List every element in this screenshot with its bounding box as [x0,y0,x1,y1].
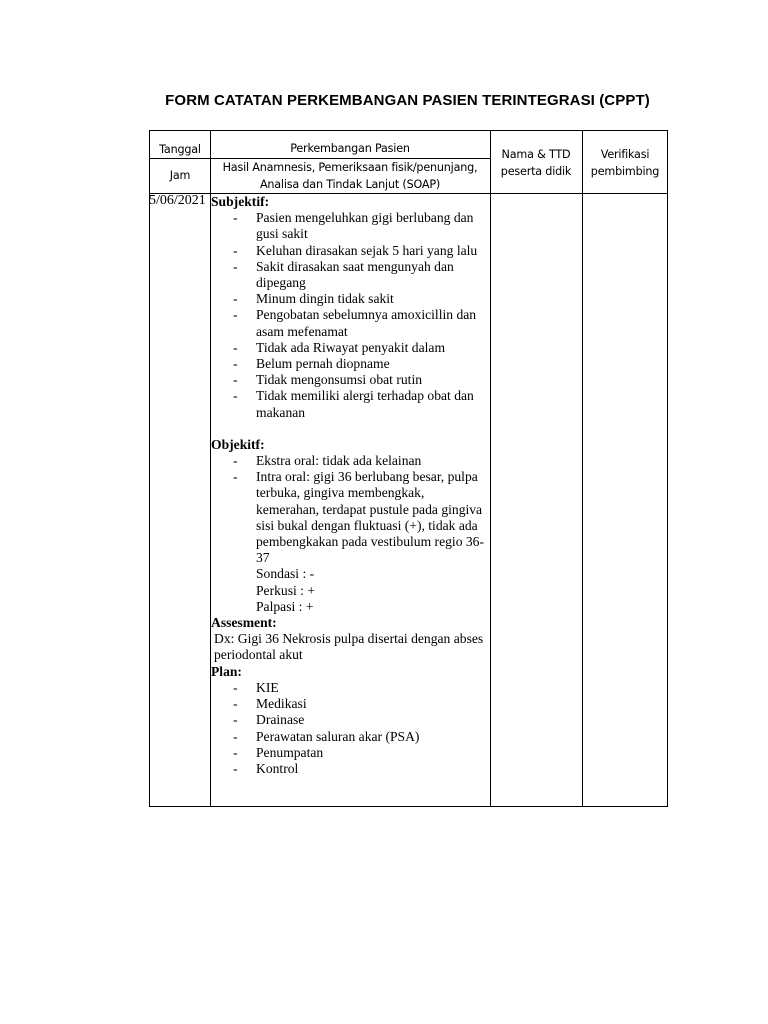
header-tanggal: Tanggal [159,143,201,156]
subjektif-list [211,210,489,421]
list-item: - Medikasi [211,696,489,712]
header-perkembangan: Perkembangan Pasien [290,142,410,155]
list-item: - KIE [211,680,489,696]
entry-date: 5/06/2021 [149,193,206,208]
list-item: Palpasi : + [256,598,314,614]
subjektif-label: Subjektif: [211,194,270,209]
objektif-list [211,453,489,615]
form-title: FORM CATATAN PERKEMBANGAN PASIEN TERINTEGRASI (CPPT) [165,92,650,109]
plan-list [211,680,489,777]
header-nama-ttd: Nama & TTD peserta didik [500,148,572,178]
list-item: - Perawatan saluran akar (PSA) [211,729,489,745]
list-item: - Drainase [211,712,489,728]
list-item: - Tidak mengonsumsi obat rutin [211,372,489,388]
list-item: - Minum dingin tidak sakit [211,291,489,307]
assesment-text: Dx: Gigi 36 Nekrosis pulpa disertai dengan abses periodontal akut [214,631,484,663]
list-item: - Pengobatan sebelumnya amoxicillin dan asam mefenamat [211,307,489,339]
assesment-label: Assesment: [211,615,277,631]
list-item: - Pasien mengeluhkan gigi berlubang dan gusi sakit [211,210,489,242]
list-item: - Kontrol [211,761,489,777]
header-jam: Jam [169,169,191,182]
list-item: - Tidak memiliki alergi terhadap obat dan makanan [211,388,489,420]
plan-label: Plan: [211,663,242,679]
soap-content [211,194,489,777]
column-divider [490,131,491,806]
list-item: - Intra oral: gigi 36 berlubang besar, pulpa terbuka, gingiva membengkak, kemerahan, terdapat pustule pada gingiva sisi bukal dengan fluktuasi (+), tidak ada pembengkakan pada vestibulum regio 36-37 [211,469,489,566]
list-item: - Belum pernah diopname [211,356,489,372]
header-verifikasi: Verifikasi pembimbing [590,148,660,178]
list-item: - Penumpatan [211,745,489,761]
list-item: Perkusi : + [256,582,316,598]
list-item: Sondasi : - [256,566,315,582]
column-divider [582,131,583,806]
list-item: - Tidak ada Riwayat penyakit dalam [211,340,489,356]
header-soap: Hasil Anamnesis, Pemeriksaan fisik/penunjang, Analisa dan Tindak Lanjut (SOAP) [222,161,478,191]
list-item: - Ekstra oral: tidak ada kelainan [211,453,489,469]
list-item: - Keluhan dirasakan sejak 5 hari yang lalu [211,243,489,259]
cppt-table [149,130,668,807]
objektif-label: Objekitf: [211,436,265,452]
list-item: - Sakit dirasakan saat mengunyah dan dipegang [211,259,489,291]
